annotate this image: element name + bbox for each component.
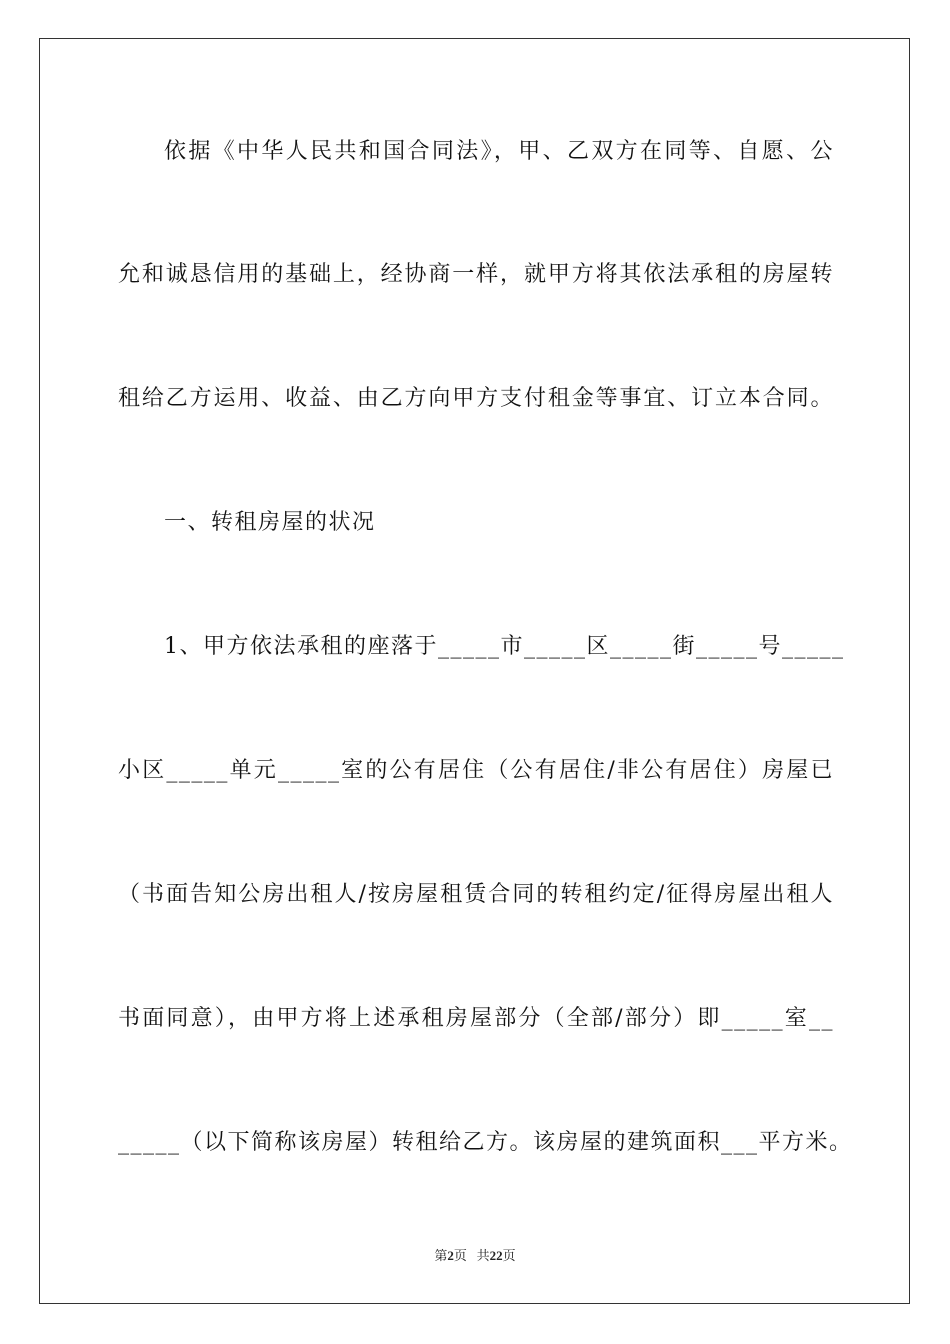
page-number: 2 <box>447 1248 454 1263</box>
paragraph-line-5: 1、甲方依法承租的座落于_____市_____区_____街_____号_____ <box>164 634 845 659</box>
paragraph-line-3: 租给乙方运用、收益、由乙方向甲方支付租金等事宜、订立本合同。 <box>118 386 834 411</box>
paragraph-line-9: _____（以下简称该房屋）转租给乙方。该房屋的建筑面积___平方米。 <box>118 1130 853 1155</box>
page-suffix: 页 <box>453 1248 467 1263</box>
section-heading: 一、转租房屋的状况 <box>164 510 376 535</box>
total-suffix: 页 <box>502 1248 516 1263</box>
paragraph-line-2: 允和诚恳信用的基础上，经协商一样，就甲方将其依法承租的房屋转 <box>118 262 834 287</box>
page-footer <box>0 1247 950 1265</box>
total-prefix: 共 <box>476 1248 490 1263</box>
paragraph-line-6: 小区_____单元_____室的公有居住（公有居住/非公有居住）房屋已 <box>118 758 834 783</box>
page-prefix: 第 <box>434 1248 448 1263</box>
paragraph-line-1: 依据《中华人民共和国合同法》，甲、乙双方在同等、自愿、公 <box>164 139 834 164</box>
page-border <box>39 38 910 1304</box>
total-pages: 22 <box>489 1248 503 1263</box>
paragraph-line-8: 书面同意），由甲方将上述承租房屋部分（全部/部分）即_____室__ <box>118 1006 834 1031</box>
paragraph-line-7: （书面告知公房出租人/按房屋租赁合同的转租约定/征得房屋出租人 <box>118 882 834 907</box>
